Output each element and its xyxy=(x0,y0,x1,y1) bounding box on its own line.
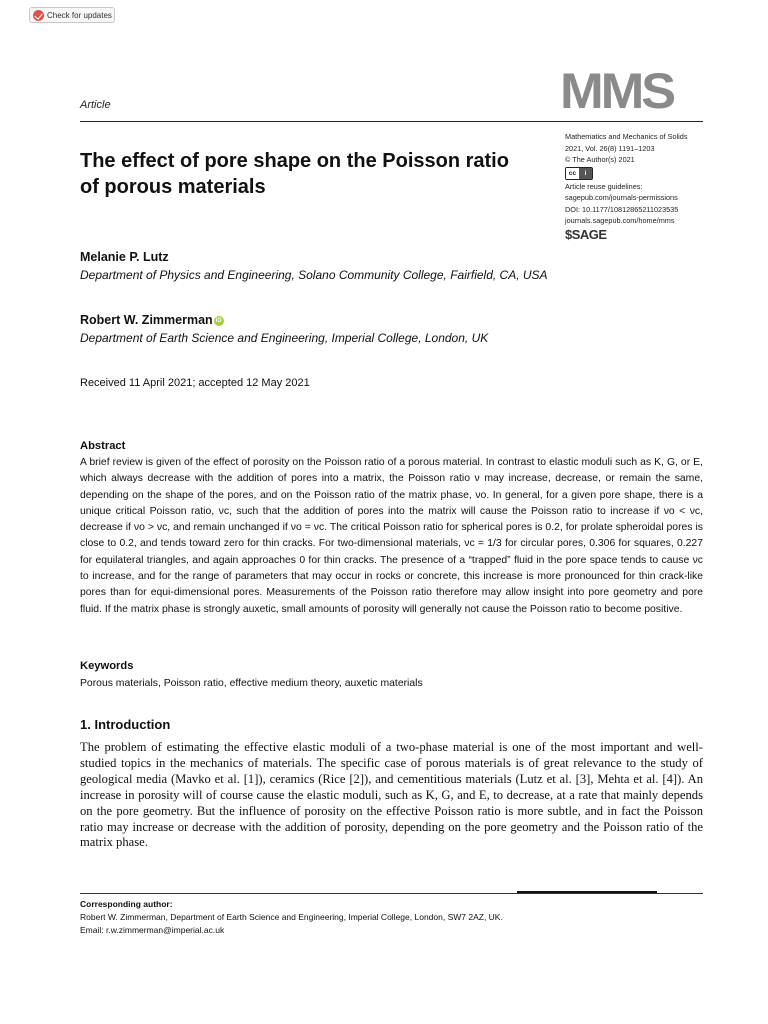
section-heading-introduction: 1. Introduction xyxy=(80,717,171,732)
keywords-list: Porous materials, Poisson ratio, effective medium theory, auxetic materials xyxy=(80,678,423,689)
cc-license-badge[interactable] xyxy=(565,167,593,180)
keywords-heading: Keywords xyxy=(80,660,134,672)
corresponding-author-heading: Corresponding author: xyxy=(80,899,173,909)
publisher-logo: $SAGE xyxy=(565,226,607,242)
author-name[interactable]: Melanie P. Lutz xyxy=(80,250,169,264)
corresponding-email[interactable]: Email: r.w.zimmerman@imperial.ac.uk xyxy=(80,925,225,935)
reuse-guidelines-label: Article reuse guidelines: xyxy=(565,181,643,191)
introduction-paragraph: The problem of estimating the effective elastic moduli of a two-phase material is one of the most important and well-studied topics in the mechanics of materials. The specific case of porous materials is of great relevance to the study of geological media (Mavko et al. [1]), ceramics (Rice [2]), and cementitious materials (Lutz et al. [3], Mehta et al. [4]). An increase in porosity will of course cause the elastic moduli, such as K, G, and E, to decrease, at a rate that mainly depends on the pore geometry. But the influence of porosity on the effective Poisson ratio is more subtle, and in fact the Poisson ratio may increase or decrease with the addition of porosity, depending on the pore geometry and the Poisson ratio of the matrix phase. xyxy=(80,740,703,850)
journal-name: Mathematics and Mechanics of Solids xyxy=(565,132,688,141)
journal-meta xyxy=(565,131,715,240)
header-divider xyxy=(80,121,703,122)
check-for-updates-button[interactable] xyxy=(29,7,115,23)
author-affiliation: Department of Physics and Engineering, Solano Community College, Fairfield, CA, USA xyxy=(80,268,548,282)
abstract-heading: Abstract xyxy=(80,440,126,452)
author-block-1 xyxy=(80,250,548,282)
abstract-paragraph: A brief review is given of the effect of porosity on the Poisson ratio of a porous material. In contrast to elastic moduli such as K, G, or E, which always decrease with the addition of pores into a matrix, the Poisson ratio ν may increase, decrease, or remain the same, depending on the shape of the pores, and on the Poisson ratio of the matrix phase, νo. In general, for a given pore shape, there is a unique critical Poisson ratio, νc, such that the addition of pores into the matrix will cause the Poisson ratio to increase if νo < νc, decrease if νo > νc, and remain unchanged if νo = νc. The critical Poisson ratio for spherical pores is 0.2, for prolate spheroidal pores is close to 0.2, and tends toward zero for thin cracks. For two-dimensional materials, νc = 1/3 for circular pores, 0.306 for squares, 0.227 for equilateral triangles, and again approaches 0 for thin cracks. The presence of a “trapped” fluid in the pore space tends to cause νc to increase, and for the range of parameters that may occur in rocks or concrete, this increase is more pronounced for thin crack-like pores than for equi-dimensional pores. Measurements of the Poisson ratio therefore may allow insight into pore geometry and pore fluid. If the matrix phase is strongly auxetic, small amounts of porosity will generally not cause the Poisson ratio to become positive. xyxy=(80,457,703,615)
author-block-2 xyxy=(80,313,488,345)
footnote-divider-accent xyxy=(517,891,657,893)
reuse-guidelines-link[interactable]: sagepub.com/journals-permissions xyxy=(565,193,678,202)
abstract-text xyxy=(80,455,703,618)
corresponding-address: Robert W. Zimmerman, Department of Earth Science and Engineering, Imperial College, London, SW7 2AZ, UK. xyxy=(80,912,503,922)
journal-volume: 2021, Vol. 26(8) 1191–1203 xyxy=(565,143,655,153)
journal-logo: MMS xyxy=(560,63,674,119)
check-for-updates-label: Check for updates xyxy=(47,10,112,20)
introduction-text xyxy=(80,740,703,851)
check-updates-icon xyxy=(33,10,44,21)
received-dates: Received 11 April 2021; accepted 12 May 2021 xyxy=(80,377,310,389)
article-title: The effect of pore shape on the Poisson ratio of porous materials xyxy=(80,150,509,198)
author-affiliation: Department of Earth Science and Engineering, Imperial College, London, UK xyxy=(80,331,489,345)
journal-homepage-link[interactable]: journals.sagepub.com/home/mms xyxy=(565,216,675,225)
corresponding-author-details xyxy=(80,911,503,937)
footnote-divider xyxy=(80,893,703,894)
article-type-label: Article xyxy=(80,99,111,111)
copyright-line: © The Author(s) 2021 xyxy=(565,155,635,164)
attribution-icon: i xyxy=(579,168,592,179)
doi-link[interactable]: DOI: 10.1177/10812865211023535 xyxy=(565,204,679,214)
author-name-row xyxy=(80,313,488,327)
sage-logo-icon: $ xyxy=(565,226,572,242)
cc-icon: cc xyxy=(566,168,579,179)
author-name[interactable]: Robert W. Zimmerman xyxy=(80,313,213,327)
orcid-icon[interactable]: iD xyxy=(215,318,222,324)
